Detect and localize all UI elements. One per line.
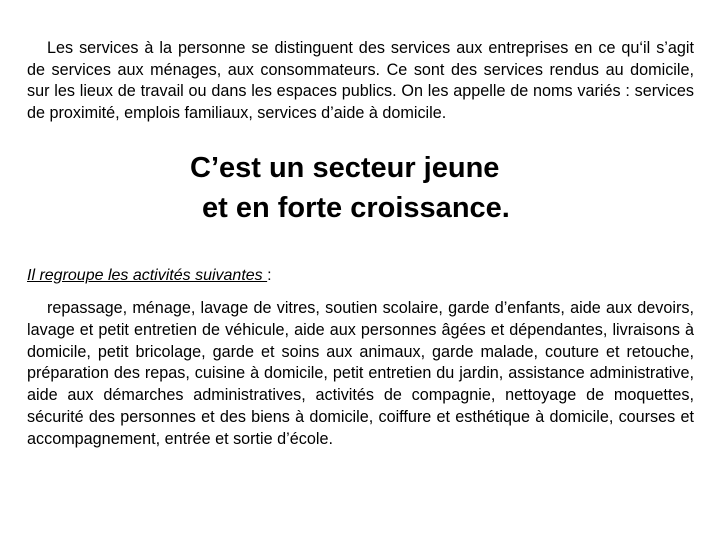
headline-line-2: et en forte croissance.: [202, 192, 510, 224]
headline: [0, 148, 720, 228]
headline-line-1: C’est un secteur jeune: [190, 152, 500, 184]
intro-paragraph: Les services à la personne se distinguent des services aux entreprises en ce qu‘il s’agit de services aux ménages, aux consommateurs. Ce sont des services rendus au domicile, sur les lieux de travail ou dans les espaces publics. On les appelle de noms variés : services de proximité, emplois familiaux, services d’aide à domicile.: [27, 39, 694, 122]
section-label: [27, 266, 272, 286]
section-label-colon: :: [267, 267, 272, 284]
section-label-text: Il regroupe les activités suivantes: [27, 267, 268, 284]
activities-paragraph: repassage, ménage, lavage de vitres, soutien scolaire, garde d’enfants, aide aux devoirs, lavage et petit entretien de véhicule, aide aux personnes âgées et dépendantes, livraisons à domicile, petit bricolage, garde et soins aux animaux, garde malade, couture et retouche, préparation des repas, cuisine à domicile, petit entretien du jardin, assistance administrative, aide aux démarches administratives, activités de compagnie, nettoyage de moquettes, sécurité des personnes et des biens à domicile, coiffure et esthétique à domicile, courses et accompagnement, entrée et sortie d’école.: [27, 299, 694, 448]
